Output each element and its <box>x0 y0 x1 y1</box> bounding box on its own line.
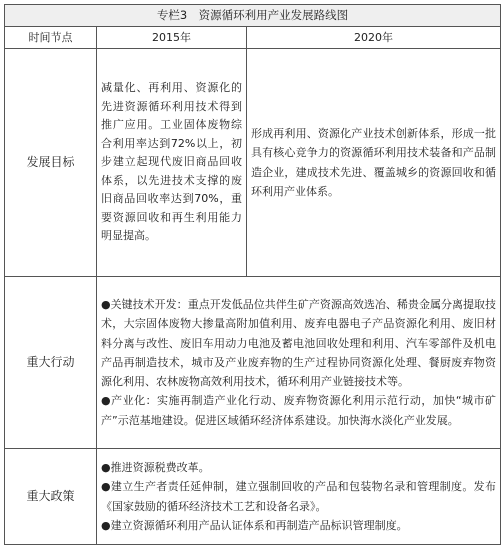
action-bullet-industrialization: ●产业化：实施再制造产业化行动、废弃物资源化利用示范行动，加快“城市矿产”示范基地建设。促进区域循环经济体系建设。加快海水淡化产业发展。 <box>101 394 497 427</box>
action-content <box>97 277 501 449</box>
table-row-goal <box>5 49 501 277</box>
policy-content <box>97 449 501 545</box>
header-2015: 2015年 <box>97 27 247 49</box>
goal-2015-text: 减量化、再利用、资源化的先进资源循环利用技术得到推广应用。工业固体废物综合利用率达到72%以上，初步建立起现代废旧商品回收体系，以先进技术支撑的废旧商品回收率达到70%，重要资源回收和再生利用能力明显提高。 <box>97 49 247 277</box>
table-title: 专栏3 资源循环利用产业发展路线图 <box>5 5 501 27</box>
row-label-policy: 重大政策 <box>5 449 97 545</box>
header-2020: 2020年 <box>247 27 501 49</box>
policy-bullet-producer-responsibility: ●建立生产者责任延伸制，建立强制回收的产品和包装物名录和管理制度。发布《国家鼓励的循环经济技术工艺和设备名录》。 <box>101 480 497 513</box>
title-row <box>5 5 501 27</box>
header-row <box>5 27 501 49</box>
table-row-action <box>5 277 501 449</box>
policy-bullet-certification: ●建立资源循环利用产品认证体系和再制造产品标识管理制度。 <box>101 518 408 532</box>
policy-bullet-tax-reform: ●推进资源税费改革。 <box>101 460 210 474</box>
row-label-goal: 发展目标 <box>5 49 97 277</box>
roadmap-table <box>4 4 501 545</box>
goal-2020-text: 形成再利用、资源化产业技术创新体系，形成一批具有核心竞争力的资源循环利用技术装备和产品制造企业，建成技术先进、覆盖城乡的资源回收和循环利用产业体系。 <box>247 49 501 277</box>
action-bullet-key-tech: ●关键技术开发：重点开发低品位共伴生矿产资源高效选冶、稀贵金属分离提取技术，大宗固体废物大掺量高附加值利用、废弃电器电子产品资源化利用、废旧材料分离与改性、废旧车用动力电池及蓄电池回收处理和利用、汽车零部件及机电产品再制造技术，城市及产业废弃物的生产过程协同资源化处理、餐厨废弃物资源化利用、农林废物高效利用技术，循环利用产业链接技术等。 <box>101 297 497 389</box>
header-time-node: 时间节点 <box>5 27 97 49</box>
row-label-action: 重大行动 <box>5 277 97 449</box>
table-row-policy <box>5 449 501 545</box>
